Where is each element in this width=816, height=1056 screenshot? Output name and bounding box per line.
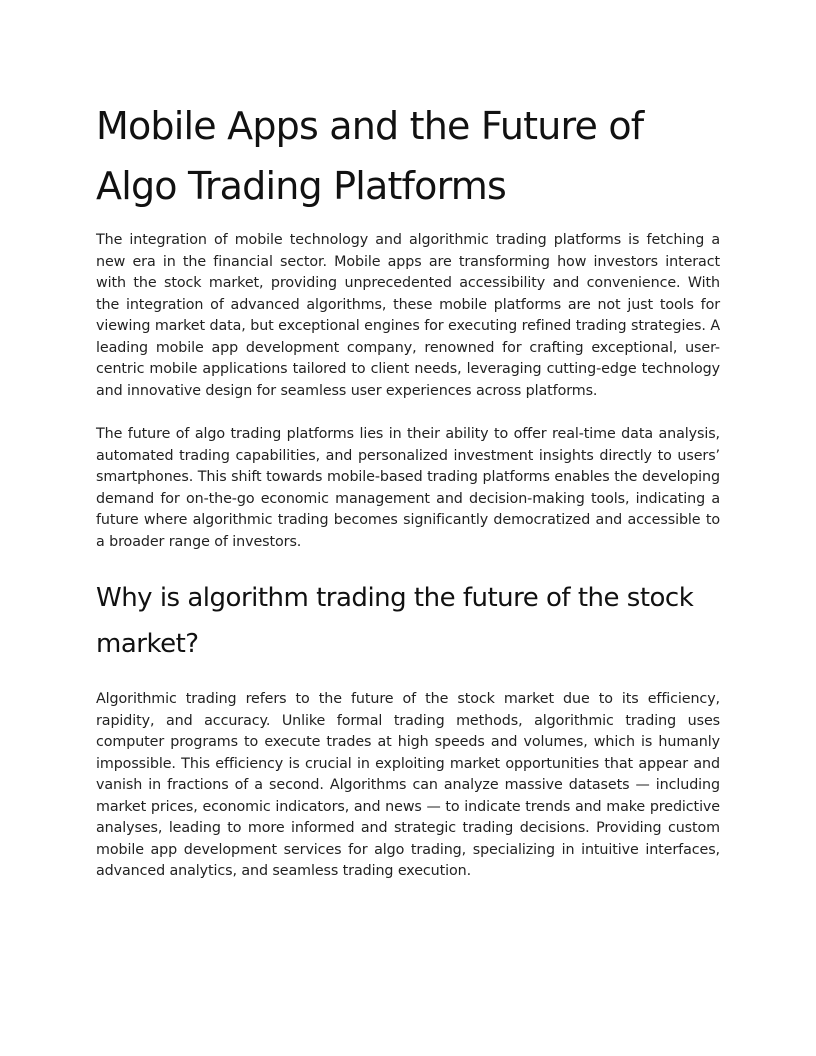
intro-paragraph-2: The future of algo trading platforms lies in their ability to offer real-time data analysis, automated trading capabilities, and personalized investment insights directly to users’ smartphones. This shift towards mobile-based trading platforms enables the developing demand for on-the-go economic management and decision-making tools, indicating a future where algorithmic trading becomes significantly democratized and accessible to a broader range of investors. (96, 426, 720, 550)
intro-paragraph-1: The integration of mobile technology and algorithmic trading platforms is fetching a new era in the financial sector. Mobile apps are transforming how investors interact with the stock market, providing unprecedented accessibility and convenience. With the integration of advanced algorithms, these mobile platforms are not just tools for viewing market data, but exceptional engines for executing refined trading strategies. A leading mobile app development company, renowned for crafting exceptional, user-centric mobile applications tailored to client needs, leveraging cutting-edge technology and innovative design for seamless user experiences across platforms. (96, 232, 720, 399)
document-title: Mobile Apps and the Future of Algo Trading Platforms (96, 104, 644, 208)
section-paragraph: Algorithmic trading refers to the future of the stock market due to its efficiency, rapidity, and accuracy. Unlike formal trading methods, algorithmic trading uses computer programs to execute trades at high speeds and volumes, which is humanly impossible. This efficiency is crucial in exploiting market opportunities that appear and vanish in fractions of a second. Algorithms can analyze massive datasets — including market prices, economic indicators, and news — to indicate trends and make predictive analyses, leading to more informed and strategic trading decisions. Providing custom mobile app development services for algo trading, specializing in intuitive interfaces, advanced analytics, and seamless trading execution. (96, 691, 720, 879)
document-page (96, 96, 720, 905)
section-heading: Why is algorithm trading the future of the stock market? (96, 583, 694, 659)
